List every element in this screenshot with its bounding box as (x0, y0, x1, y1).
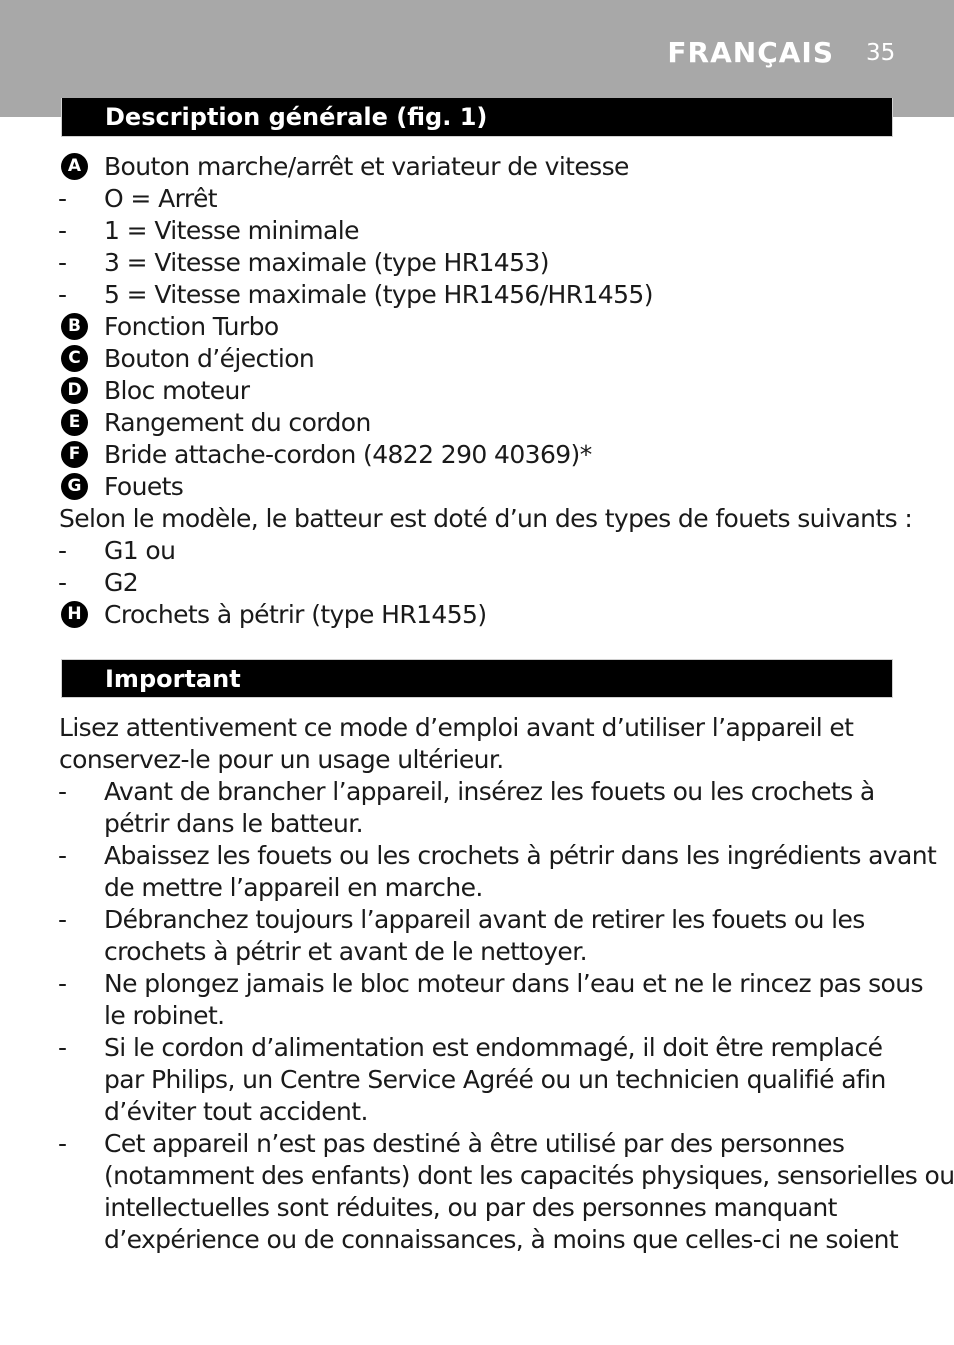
section-heading-important (61, 659, 893, 698)
page-number: 35 (866, 40, 896, 66)
list-dash: - (58, 536, 68, 565)
figure-label-c-icon: C (61, 345, 88, 372)
list-item: G2 (104, 568, 139, 597)
figure-label-b-icon: B (61, 313, 88, 340)
list-item: Fouets (104, 472, 184, 501)
list-dash: - (58, 568, 68, 597)
bullet-line: crochets à pétrir et avant de le nettoyer. (104, 937, 587, 966)
intro-line: Lisez attentivement ce mode d’emploi avant d’utiliser l’appareil et (59, 713, 854, 742)
list-dash: - (58, 905, 68, 934)
list-item: O = Arrêt (104, 184, 217, 213)
list-item: Bouton d’éjection (104, 344, 315, 373)
bullet-text (104, 840, 936, 904)
bullet-text (104, 776, 875, 840)
list-dash: - (58, 777, 68, 806)
list-item: G1 ou (104, 536, 176, 565)
bullet-line: par Philips, un Centre Service Agréé ou un technicien qualifié afin (104, 1065, 886, 1094)
list-item: Bloc moteur (104, 376, 250, 405)
bullet-line: d’éviter tout accident. (104, 1097, 368, 1126)
list-dash: - (58, 841, 68, 870)
bullet-line: Avant de brancher l’appareil, insérez les fouets ou les crochets à (104, 777, 875, 806)
bullet-text (104, 968, 923, 1032)
figure-label-e-icon: E (61, 409, 88, 436)
bullet-line: le robinet. (104, 1001, 225, 1030)
list-dash: - (58, 969, 68, 998)
list-dash: - (58, 1129, 68, 1158)
important-intro (59, 712, 853, 776)
figure-label-g-icon: G (61, 473, 88, 500)
bullet-line: (notamment des enfants) dont les capacités physiques, sensorielles ou (104, 1161, 954, 1190)
list-item: 5 = Vitesse maximale (type HR1456/HR1455) (104, 280, 653, 309)
list-dash: - (58, 184, 68, 213)
list-dash: - (58, 280, 68, 309)
bullet-line: Cet appareil n’est pas destiné à être utilisé par des personnes (104, 1129, 845, 1158)
bullet-text (104, 904, 865, 968)
bullet-line: Débranchez toujours l’appareil avant de retirer les fouets ou les (104, 905, 865, 934)
language-title: FRANÇAIS (667, 36, 834, 69)
figure-label-f-icon: F (61, 441, 88, 468)
bullet-line: intellectuelles sont réduites, ou par des personnes manquant (104, 1193, 837, 1222)
bullet-text (104, 1128, 954, 1256)
figure-label-h-icon: H (61, 601, 88, 628)
figure-label-d-icon: D (61, 377, 88, 404)
list-item: 3 = Vitesse maximale (type HR1453) (104, 248, 549, 277)
list-item: Selon le modèle, le batteur est doté d’un des types de fouets suivants : (59, 504, 913, 533)
bullet-line: d’expérience ou de connaissances, à moins que celles-ci ne soient (104, 1225, 899, 1254)
bullet-line: Ne plongez jamais le bloc moteur dans l’eau et ne le rincez pas sous (104, 969, 923, 998)
bullet-line: pétrir dans le batteur. (104, 809, 363, 838)
section-heading-text: Important (105, 665, 241, 693)
intro-line: conservez-le pour un usage ultérieur. (59, 745, 504, 774)
list-item: Rangement du cordon (104, 408, 371, 437)
list-item: Bride attache-cordon (4822 290 40369)* (104, 440, 592, 469)
list-item: Crochets à pétrir (type HR1455) (104, 600, 487, 629)
list-dash: - (58, 216, 68, 245)
bullet-line: Abaissez les fouets ou les crochets à pétrir dans les ingrédients avant (104, 841, 937, 870)
section-heading-text: Description générale (fig. 1) (105, 103, 488, 131)
list-item: 1 = Vitesse minimale (104, 216, 359, 245)
list-dash: - (58, 1033, 68, 1062)
bullet-line: Si le cordon d’alimentation est endommagé, il doit être remplacé (104, 1033, 883, 1062)
bullet-line: de mettre l’appareil en marche. (104, 873, 483, 902)
list-item: Fonction Turbo (104, 312, 279, 341)
figure-label-a-icon: A (61, 153, 88, 180)
bullet-text (104, 1032, 886, 1128)
section-heading-description (61, 98, 893, 137)
list-dash: - (58, 248, 68, 277)
list-item: Bouton marche/arrêt et variateur de vitesse (104, 152, 629, 181)
